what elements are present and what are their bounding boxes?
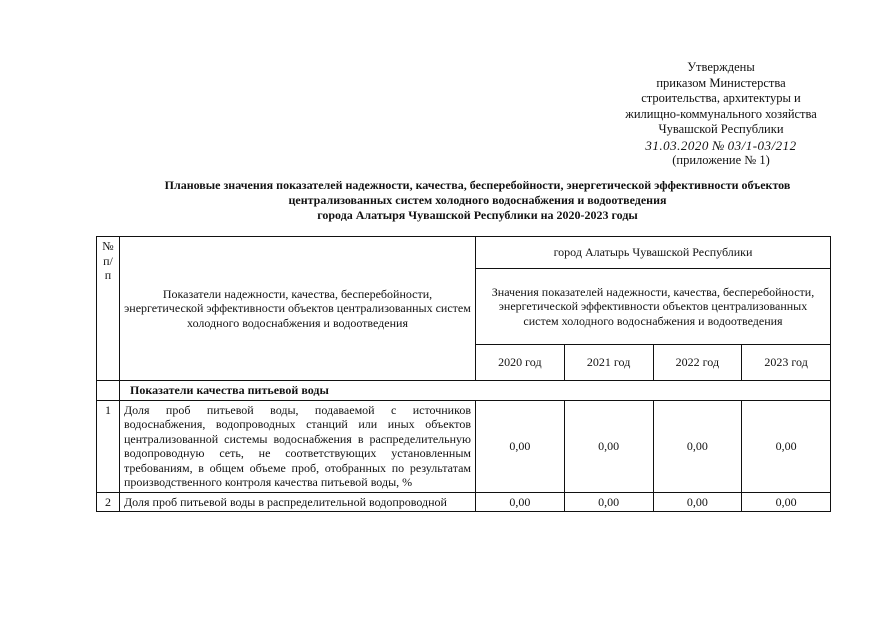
row-value: 0,00	[564, 400, 653, 492]
row-value: 0,00	[742, 492, 831, 512]
row-num: 1	[97, 400, 120, 492]
order-date-number	[612, 138, 830, 154]
header-num: № п/п	[97, 237, 120, 381]
row-num: 2	[97, 492, 120, 512]
approval-stamp	[612, 60, 830, 169]
approval-line: приказом Министерства	[656, 75, 786, 90]
approval-line: строительства, архитектуры и	[641, 91, 801, 105]
header-year: 2021 год	[564, 345, 653, 381]
row-value: 0,00	[476, 400, 565, 492]
row-indicator: Доля проб питьевой воды, подаваемой с источников водоснабжения, водопроводных станций или иных объектов централизованной системы водоснабжения в распределительную водопроводную сеть, не соответствующих установленным требованиям, в общем объеме проб, отобранных по результатам производственного контроля качества питьевой воды, %	[120, 400, 476, 492]
row-indicator: Доля проб питьевой воды в распределительной водопроводной	[120, 492, 476, 512]
title-line: города Алатыря Чувашской Республики на 2020-2023 годы	[317, 208, 638, 222]
header-year: 2023 год	[742, 345, 831, 381]
row-value: 0,00	[653, 400, 742, 492]
row-value: 0,00	[742, 400, 831, 492]
approval-line: Утверждены	[687, 60, 755, 74]
table-row	[97, 492, 831, 512]
order-date: 31.03.2020	[645, 137, 709, 153]
table-row	[97, 400, 831, 492]
document-title	[100, 178, 855, 223]
title-line: централизованных систем холодного водоснабжения и водоотведения	[288, 193, 667, 207]
header-values-title: Значения показателей надежности, качества, бесперебойности, энергетической эффективности объектов централизованных систем холодного водоснабжения и водоотведения	[476, 269, 831, 345]
header-year: 2020 год	[476, 345, 565, 381]
section-num-cell	[97, 381, 120, 401]
approval-line: Чувашской Республики	[658, 122, 784, 136]
indicators-table	[96, 236, 831, 512]
row-value: 0,00	[476, 492, 565, 512]
order-number-sign: №	[712, 137, 725, 153]
order-number: 03/1-03/212	[727, 137, 797, 153]
header-indicators: Показатели надежности, качества, бесперебойности, энергетической эффективности объектов централизованных систем холодного водоснабжения и водоотведения	[120, 237, 476, 381]
row-value: 0,00	[653, 492, 742, 512]
appendix-label: (приложение № 1)	[672, 153, 770, 167]
approval-line: жилищно-коммунального хозяйства	[625, 106, 817, 121]
header-year: 2022 год	[653, 345, 742, 381]
header-city: город Алатырь Чувашской Республики	[476, 237, 831, 269]
title-line: Плановые значения показателей надежности, качества, бесперебойности, энергетической эффективности объектов	[164, 178, 791, 192]
row-value: 0,00	[564, 492, 653, 512]
section-title: Показатели качества питьевой воды	[120, 381, 831, 401]
